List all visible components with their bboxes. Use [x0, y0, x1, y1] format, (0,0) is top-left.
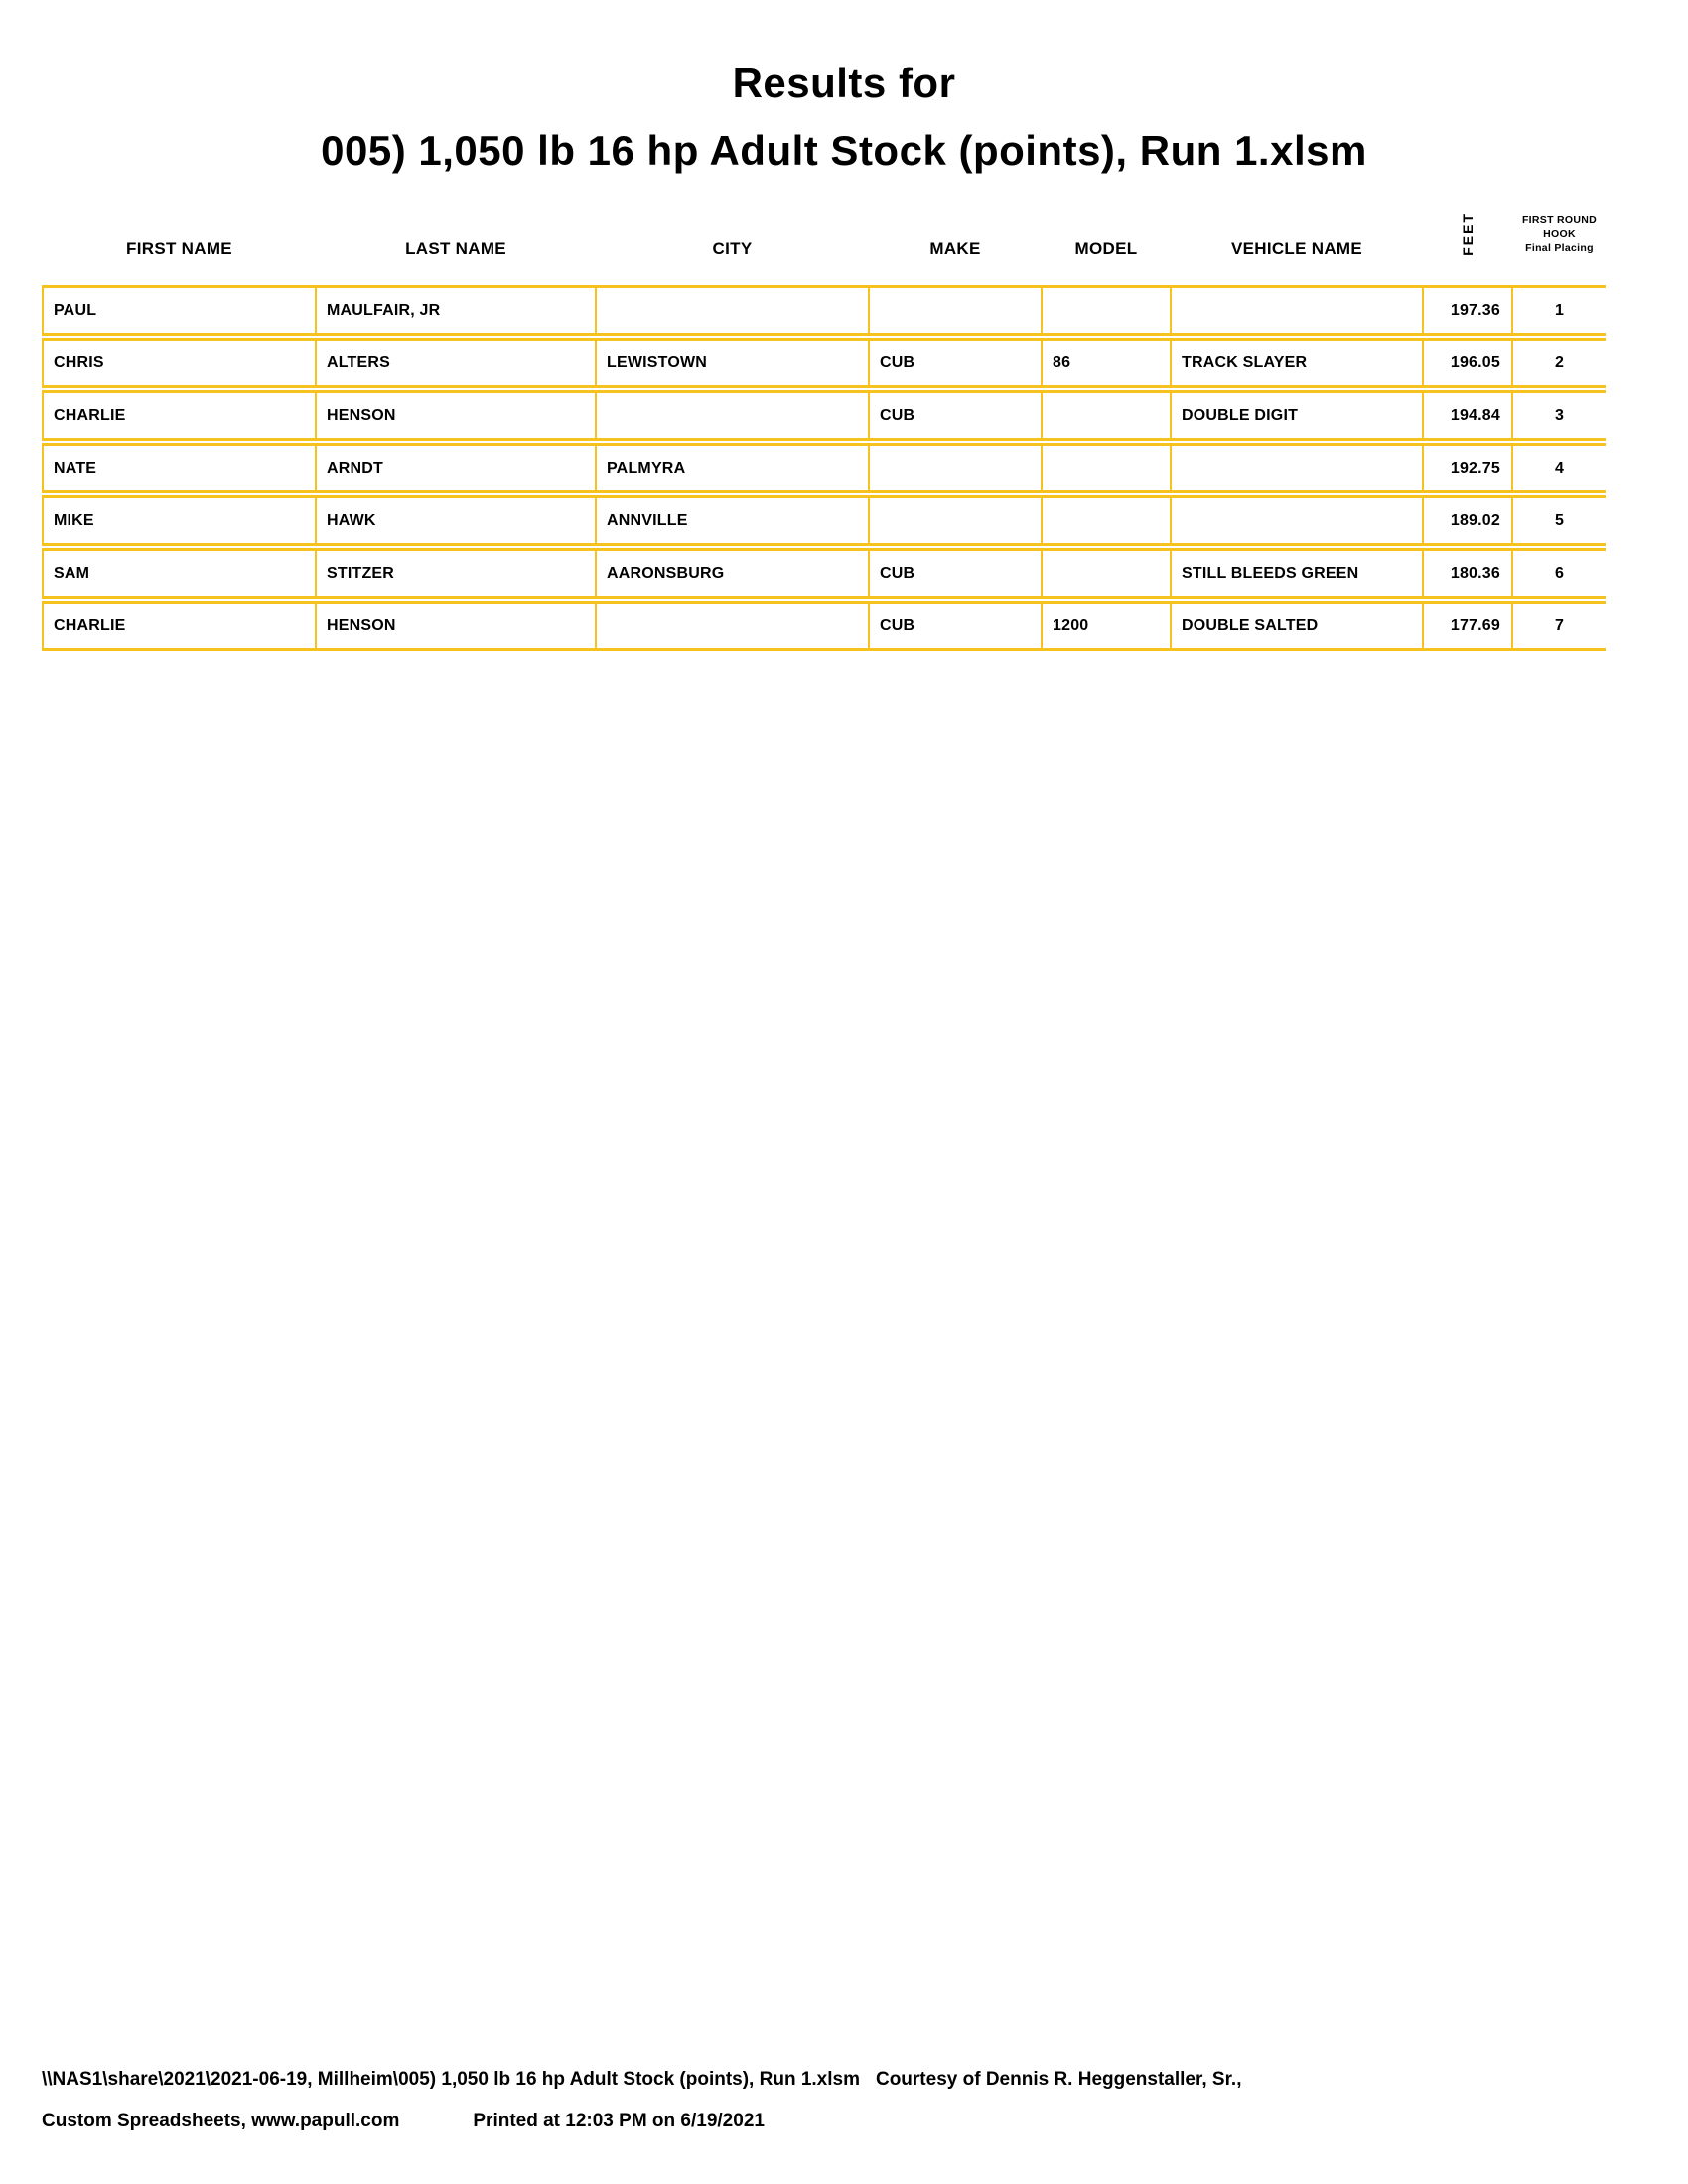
cell-make — [868, 498, 1041, 543]
cell-placing: 7 — [1511, 604, 1606, 648]
column-label-vehicle-name: VEHICLE NAME — [1230, 239, 1363, 258]
table-row — [42, 390, 1606, 441]
header-cell-model — [1041, 197, 1170, 271]
cell-first-name: CHARLIE — [54, 406, 126, 424]
cell-feet: 177.69 — [1422, 604, 1511, 648]
column-label-first-name: FIRST NAME — [126, 239, 232, 258]
cell-city: AARONSBURG — [595, 551, 868, 596]
cell-last-name: HAWK — [315, 498, 595, 543]
cell-city: PALMYRA — [595, 446, 868, 490]
column-label-line: Final Placing — [1525, 241, 1594, 254]
cell-city — [595, 604, 868, 648]
cell-last-name: ALTERS — [315, 341, 595, 385]
document-titles — [0, 60, 1688, 175]
cell-last-name: HENSON — [315, 604, 595, 648]
cell-first-name: PAUL — [54, 301, 97, 319]
table-row — [42, 601, 1606, 651]
cell-first-name: CHARLIE — [54, 616, 126, 634]
column-label-model: MODEL — [1074, 239, 1138, 258]
header-cell-last-name — [315, 197, 595, 271]
column-label-last-name: LAST NAME — [405, 239, 506, 258]
page-title: Results for — [732, 60, 956, 106]
page-footer — [42, 2059, 1241, 2142]
cell-first-name: SAM — [54, 564, 90, 582]
cell-make: CUB — [868, 393, 1041, 438]
table-row — [42, 338, 1606, 388]
cell-model: 86 — [1041, 341, 1170, 385]
footer-file-path: \\NAS1\share\2021\2021-06-19, Millheim\005) 1,050 lb 16 hp Adult Stock (points), Run 1.xlsm — [42, 2069, 860, 2090]
header-cell-vehicle-name — [1170, 197, 1422, 271]
cell-last-name: MAULFAIR, JR — [315, 288, 595, 333]
cell-vehicle-name — [1170, 446, 1422, 490]
footer-courtesy: Courtesy of Dennis R. Heggenstaller, Sr., — [875, 2069, 1242, 2090]
cell-vehicle-name — [1170, 498, 1422, 543]
table-rows — [42, 285, 1606, 651]
column-label-feet: FEET — [1460, 211, 1476, 256]
results-table — [42, 197, 1606, 653]
cell-first-name: NATE — [54, 459, 97, 477]
cell-city — [595, 288, 868, 333]
cell-model — [1041, 498, 1170, 543]
cell-feet: 197.36 — [1422, 288, 1511, 333]
page-subtitle-filename: 005) 1,050 lb 16 hp Adult Stock (points), Run 1.xlsm — [321, 127, 1367, 174]
cell-placing: 1 — [1511, 288, 1606, 333]
table-row — [42, 285, 1606, 336]
cell-make: CUB — [868, 341, 1041, 385]
table-header-row — [42, 197, 1606, 271]
header-cell-first-name — [44, 197, 315, 271]
footer-spreadsheets-credit: Custom Spreadsheets, www.papull.com — [42, 2111, 400, 2131]
cell-placing: 5 — [1511, 498, 1606, 543]
cell-first-name: MIKE — [54, 511, 94, 529]
cell-placing: 2 — [1511, 341, 1606, 385]
cell-feet: 196.05 — [1422, 341, 1511, 385]
header-cell-placing — [1511, 197, 1606, 271]
cell-last-name: STITZER — [315, 551, 595, 596]
cell-last-name: ARNDT — [315, 446, 595, 490]
cell-city: LEWISTOWN — [595, 341, 868, 385]
cell-vehicle-name — [1170, 288, 1422, 333]
cell-model — [1041, 393, 1170, 438]
cell-placing: 3 — [1511, 393, 1606, 438]
cell-first-name: CHRIS — [54, 353, 104, 371]
header-cell-city — [595, 197, 868, 271]
column-label-line: FIRST ROUND — [1521, 213, 1598, 226]
cell-model: 1200 — [1041, 604, 1170, 648]
cell-feet: 180.36 — [1422, 551, 1511, 596]
footer-line-2 — [42, 2101, 1241, 2142]
cell-city: ANNVILLE — [595, 498, 868, 543]
cell-vehicle-name: DOUBLE DIGIT — [1170, 393, 1422, 438]
table-row — [42, 548, 1606, 599]
cell-model — [1041, 288, 1170, 333]
footer-line-1 — [42, 2059, 1241, 2101]
cell-last-name: HENSON — [315, 393, 595, 438]
column-label-city: CITY — [712, 239, 753, 258]
cell-vehicle-name: STILL BLEEDS GREEN — [1170, 551, 1422, 596]
header-cell-feet — [1422, 197, 1511, 271]
column-label-make: MAKE — [929, 239, 981, 258]
table-row — [42, 443, 1606, 493]
cell-vehicle-name: DOUBLE SALTED — [1170, 604, 1422, 648]
cell-model — [1041, 446, 1170, 490]
footer-printed-timestamp: Printed at 12:03 PM on 6/19/2021 — [473, 2111, 765, 2131]
column-label-line: HOOK — [1543, 227, 1576, 240]
cell-placing: 4 — [1511, 446, 1606, 490]
cell-make — [868, 446, 1041, 490]
cell-feet: 194.84 — [1422, 393, 1511, 438]
cell-make: CUB — [868, 551, 1041, 596]
column-label-placing — [1522, 213, 1597, 255]
cell-make: CUB — [868, 604, 1041, 648]
cell-model — [1041, 551, 1170, 596]
cell-vehicle-name: TRACK SLAYER — [1170, 341, 1422, 385]
cell-feet: 189.02 — [1422, 498, 1511, 543]
cell-feet: 192.75 — [1422, 446, 1511, 490]
cell-make — [868, 288, 1041, 333]
cell-placing: 6 — [1511, 551, 1606, 596]
table-row — [42, 495, 1606, 546]
cell-city — [595, 393, 868, 438]
header-cell-make — [868, 197, 1041, 271]
